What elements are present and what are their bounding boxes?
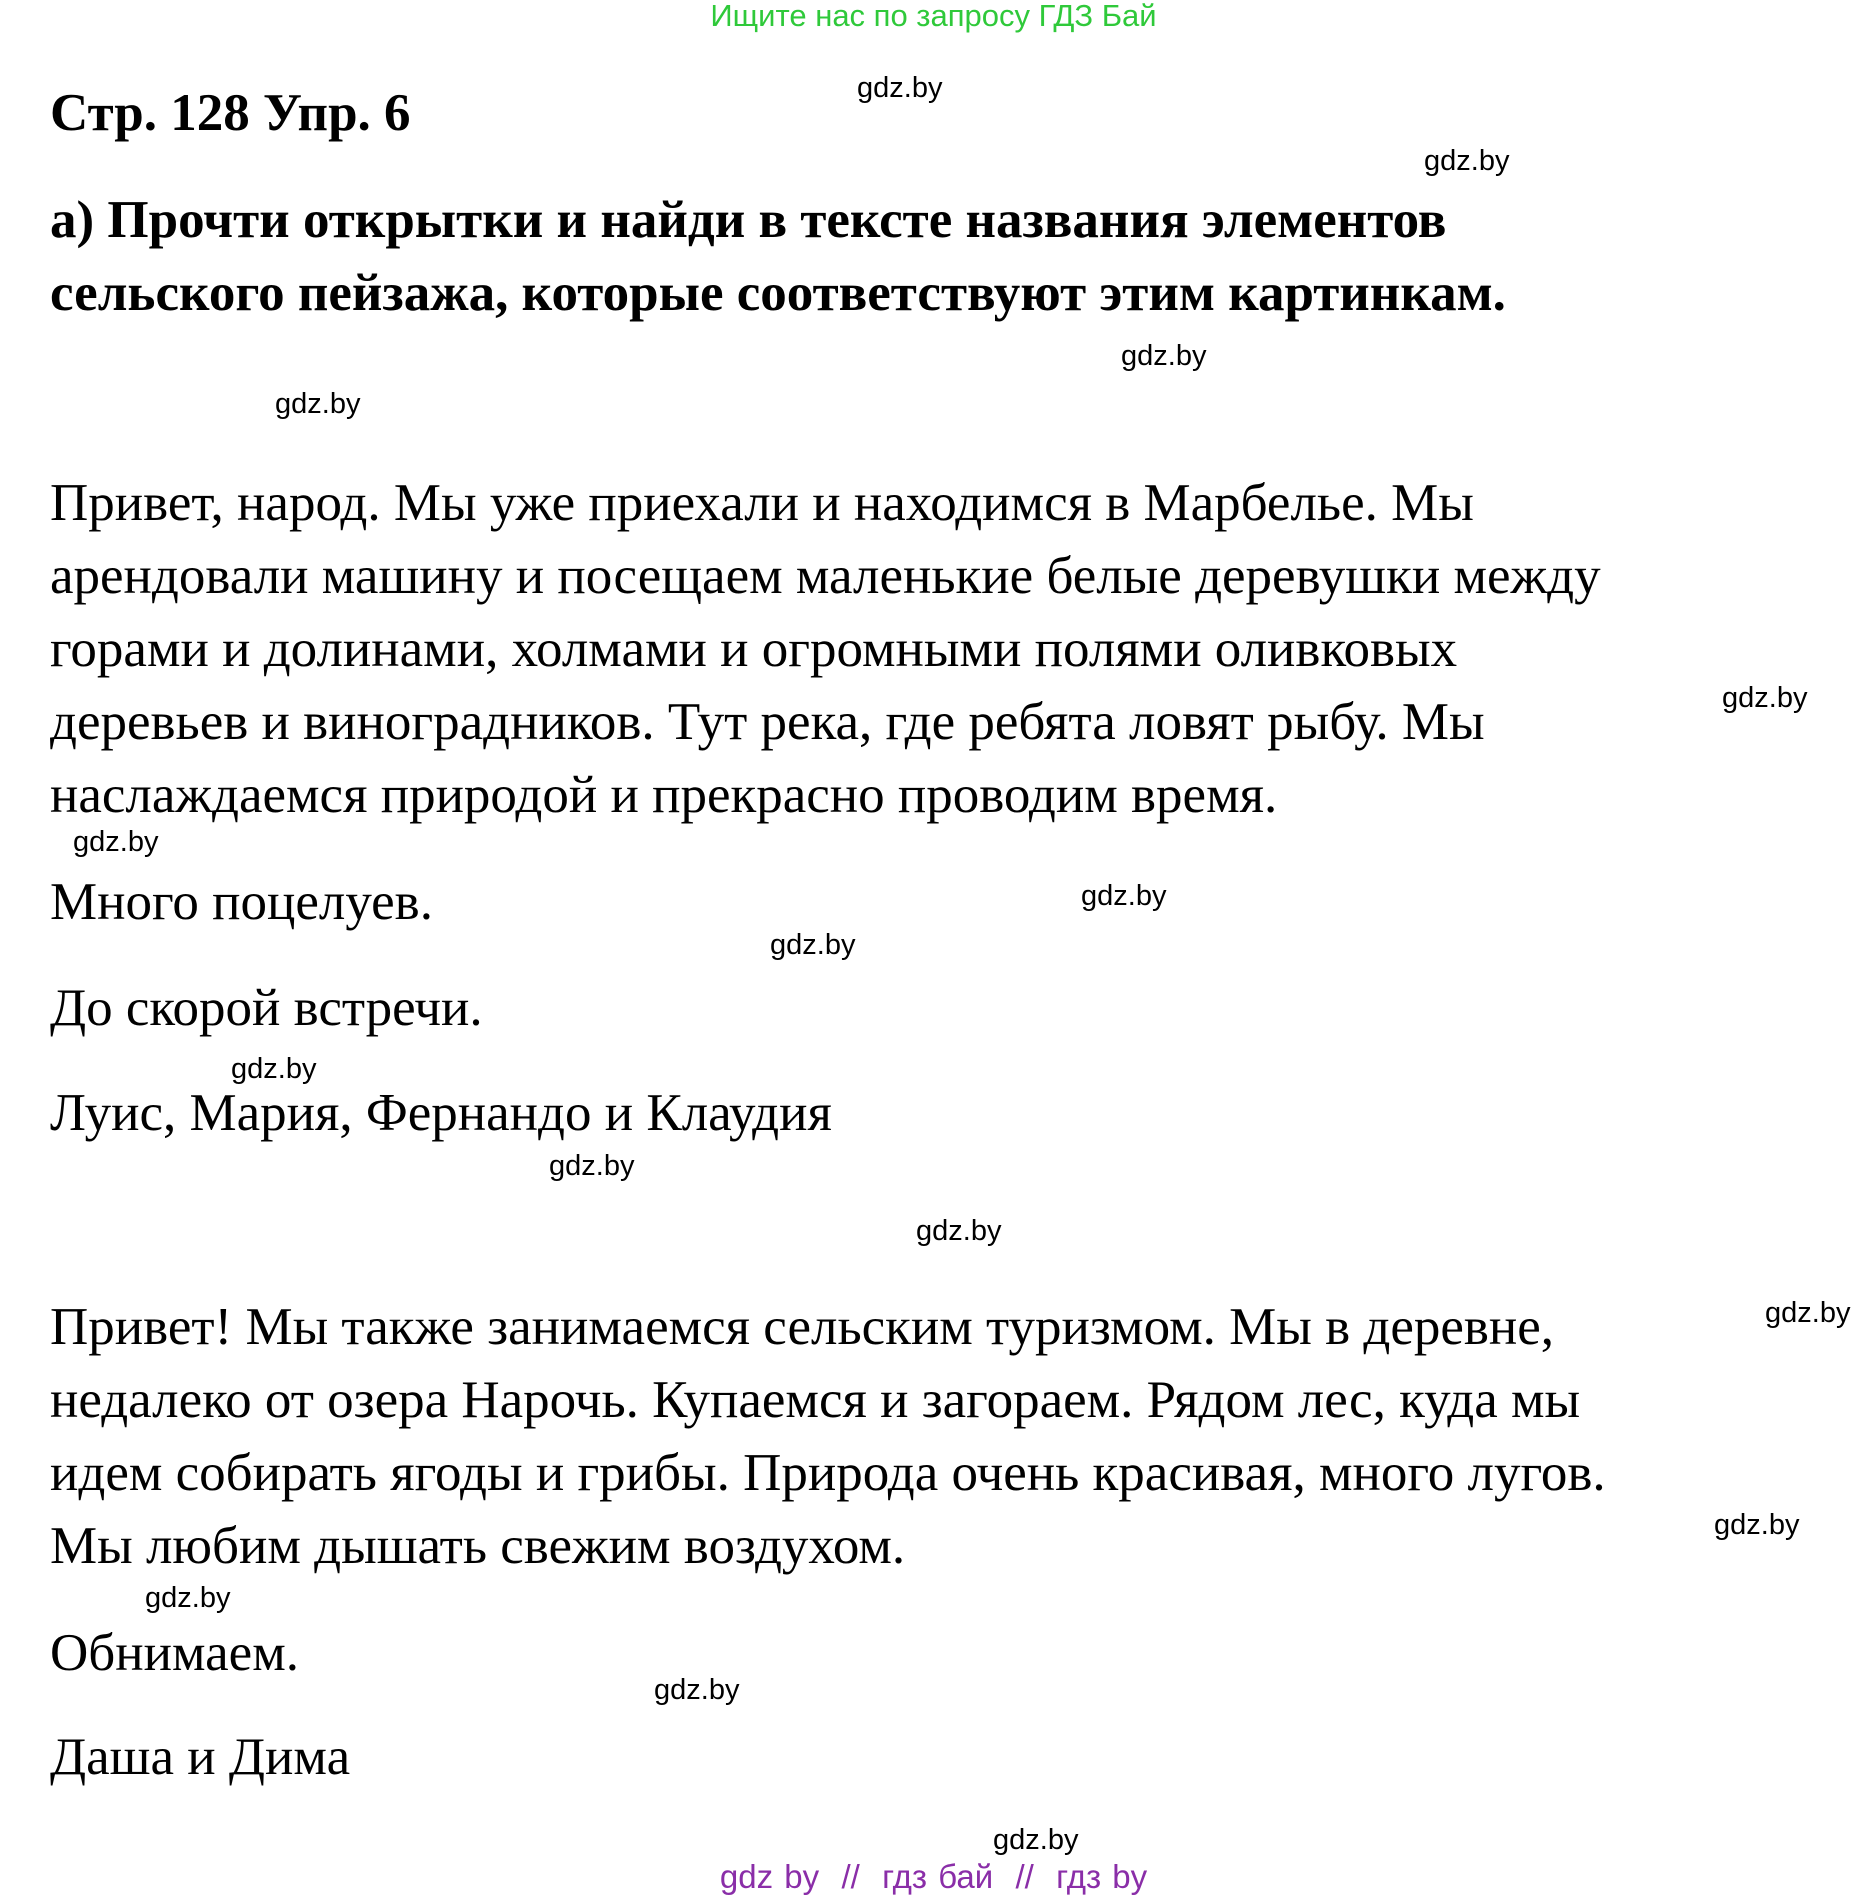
watermark: gdz.by bbox=[1081, 880, 1167, 912]
watermark: gdz.by bbox=[1121, 340, 1207, 372]
postcard1-closing-1: Много поцелуев. bbox=[50, 873, 433, 931]
watermark: gdz.by bbox=[857, 72, 943, 104]
postcard2-line-1: Привет! Мы также занимаемся сельским туризмом. Мы в деревне, bbox=[50, 1298, 1555, 1356]
watermark: gdz.by bbox=[275, 388, 361, 420]
postcard2-signature: Даша и Дима bbox=[50, 1728, 351, 1786]
postcard1-signature: Луис, Мария, Фернандо и Клаудия bbox=[50, 1084, 832, 1142]
bottom-banner: gdz by // гдз бай // гдз by bbox=[719, 1858, 1148, 1895]
postcard1-line-4: деревьев и виноградников. Тут река, где ребята ловят рыбу. Мы bbox=[50, 693, 1485, 751]
postcard2-line-3: идем собирать ягоды и грибы. Природа очень красивая, много лугов. bbox=[50, 1444, 1606, 1502]
postcard1-line-2: арендовали машину и посещаем маленькие белые деревушки между bbox=[50, 547, 1601, 605]
postcard2-line-2: недалеко от озера Нарочь. Купаемся и загораем. Рядом лес, куда мы bbox=[50, 1371, 1581, 1429]
postcard2-line-4: Мы любим дышать свежим воздухом. bbox=[50, 1517, 906, 1575]
watermark: gdz.by bbox=[1714, 1509, 1800, 1541]
postcard1-line-3: горами и долинами, холмами и огромными полями оливковых bbox=[50, 620, 1458, 678]
postcard1-line-1: Привет, народ. Мы уже приехали и находимся в Марбелье. Мы bbox=[50, 474, 1474, 532]
task-line-2: сельского пейзажа, которые соответствуют этим картинкам. bbox=[50, 264, 1506, 322]
watermark: gdz.by bbox=[549, 1150, 635, 1182]
postcard1-closing-2: До скорой встречи. bbox=[50, 979, 483, 1037]
watermark: gdz.by bbox=[1722, 682, 1808, 714]
watermark: gdz.by bbox=[145, 1582, 231, 1614]
watermark: gdz.by bbox=[993, 1824, 1079, 1856]
watermark: gdz.by bbox=[1765, 1297, 1851, 1329]
watermark: gdz.by bbox=[73, 826, 159, 858]
task-line-1: а) Прочти открытки и найди в тексте названия элементов bbox=[50, 191, 1447, 249]
watermark: gdz.by bbox=[770, 929, 856, 961]
top-banner: Ищите нас по запросу ГДЗ Бай bbox=[710, 0, 1157, 33]
page-title: Стр. 128 Упр. 6 bbox=[50, 84, 411, 142]
watermark: gdz.by bbox=[1424, 145, 1510, 177]
watermark: gdz.by bbox=[916, 1215, 1002, 1247]
watermark: gdz.by bbox=[654, 1674, 740, 1706]
postcard1-line-5: наслаждаемся природой и прекрасно проводим время. bbox=[50, 766, 1278, 824]
watermark: gdz.by bbox=[231, 1053, 317, 1085]
postcard2-closing: Обнимаем. bbox=[50, 1624, 299, 1682]
